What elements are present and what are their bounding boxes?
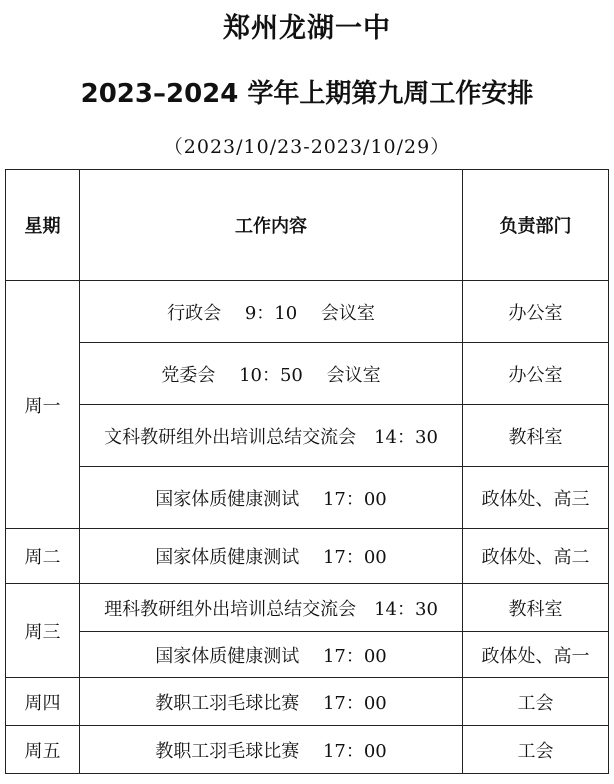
day-cell-tue: 周二 bbox=[6, 529, 80, 584]
table-row bbox=[6, 343, 609, 405]
dept-cell: 工会 bbox=[463, 726, 609, 774]
table-row bbox=[6, 281, 609, 343]
table-row bbox=[6, 529, 609, 584]
content-cell: 行政会 9：10 会议室 bbox=[80, 281, 463, 343]
content-cell: 理科教研组外出培训总结交流会 14：30 bbox=[80, 584, 463, 632]
day-cell-fri: 周五 bbox=[6, 726, 80, 774]
schedule-table bbox=[5, 169, 609, 774]
content-cell: 教职工羽毛球比赛 17：00 bbox=[80, 726, 463, 774]
day-cell-thu: 周四 bbox=[6, 678, 80, 726]
dept-cell: 工会 bbox=[463, 678, 609, 726]
document-title: 2023–2024 学年上期第九周工作安排 bbox=[80, 79, 534, 109]
day-cell-wed: 周三 bbox=[6, 584, 80, 678]
header-content: 工作内容 bbox=[80, 170, 463, 281]
content-cell: 党委会 10：50 会议室 bbox=[80, 343, 463, 405]
dept-cell: 教科室 bbox=[463, 405, 609, 467]
content-cell: 国家体质健康测试 17：00 bbox=[80, 632, 463, 678]
content-cell: 国家体质健康测试 17：00 bbox=[80, 467, 463, 529]
dept-cell: 办公室 bbox=[463, 281, 609, 343]
header-dept: 负责部门 bbox=[463, 170, 609, 281]
day-cell-mon: 周一 bbox=[6, 281, 80, 529]
content-cell: 教职工羽毛球比赛 17：00 bbox=[80, 678, 463, 726]
dept-cell: 政体处、高一 bbox=[463, 632, 609, 678]
content-cell: 文科教研组外出培训总结交流会 14：30 bbox=[80, 405, 463, 467]
table-row bbox=[6, 405, 609, 467]
table-row bbox=[6, 632, 609, 678]
dept-cell: 政体处、高二 bbox=[463, 529, 609, 584]
header-day: 星期 bbox=[6, 170, 80, 281]
table-row bbox=[6, 584, 609, 632]
table-row bbox=[6, 726, 609, 774]
table-header-row bbox=[6, 170, 609, 281]
dept-cell: 教科室 bbox=[463, 584, 609, 632]
dept-cell: 办公室 bbox=[463, 343, 609, 405]
table-row bbox=[6, 678, 609, 726]
school-name: 郑州龙湖一中 bbox=[223, 13, 391, 44]
date-range: （2023/10/23-2023/10/29） bbox=[163, 136, 451, 158]
content-cell: 国家体质健康测试 17：00 bbox=[80, 529, 463, 584]
dept-cell: 政体处、高三 bbox=[463, 467, 609, 529]
table-row bbox=[6, 467, 609, 529]
